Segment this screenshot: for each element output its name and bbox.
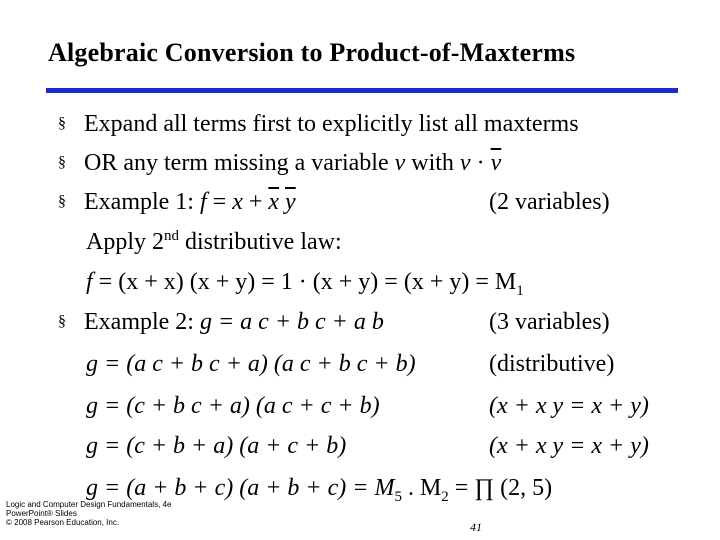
line4-sub1: 5 [394,489,402,505]
var-v: v [394,150,406,176]
derivation-note-1: (distributive) [489,351,615,377]
apply-text-2: distributive law: [179,229,342,255]
bullet-1: Expand all terms first to explicitly list all maxterms [84,111,579,137]
example-1 [84,188,296,216]
ex1-note: (2 variables) [489,189,610,215]
ex1-x: x [232,189,243,215]
ex1-result-sub: 1 [516,283,524,299]
ex1-result [86,268,524,299]
ex1-result-f: f [86,269,93,295]
line4-sub2: 2 [441,489,449,505]
bullet-2 [84,149,501,177]
footer [6,500,171,527]
bullet-2-text: OR any term missing a variable [84,150,395,176]
apply-sup: nd [164,228,179,244]
var-v: v [459,150,471,176]
apply-line [86,228,342,256]
ex2-expr: = a c + b c + a b [211,309,384,335]
apply-text: Apply 2 [86,229,164,255]
ex1-eq: = [206,189,233,215]
derivation-note-2: (x + x y = x + y) [489,393,649,419]
derivation-line-3: g = (c + b + a) (a + c + b) [86,433,347,459]
ex2-label: Example 2: [84,309,200,335]
ex1-f: f [199,189,207,215]
bullet-icon: § [58,313,66,330]
ex1-ybar: $\overline{y}$ [285,189,296,215]
ex2-g: g [199,309,212,335]
page-number: 41 [470,520,482,534]
dot: · [470,150,491,176]
var-v-complement: $\overline{v}$ [490,150,502,176]
footer-line-1: Logic and Computer Design Fundamentals, 4e [6,500,172,509]
bullet-icon: § [58,115,66,132]
with-text: with [405,150,460,176]
footer-line-2: PowerPoint® Slides [6,509,77,518]
ex1-result-expr: = (x + x) (x + y) = 1 · (x + y) = (x + y) = M [92,269,517,295]
ex1-plus: + [242,189,269,215]
slide-title: Algebraic Conversion to Product-of-Maxterms [48,38,576,67]
line4-end: = ∏ (2, 5) [448,475,553,501]
bullet-icon: § [58,193,66,210]
derivation-line-2: g = (c + b c + a) (a c + c + b) [86,393,380,419]
title-rule [46,88,678,93]
footer-line-3: © 2008 Pearson Education, Inc. [6,518,120,527]
line4-mid: . M [401,475,442,501]
derivation-note-3: (x + x y = x + y) [489,433,649,459]
ex2-note: (3 variables) [489,309,610,335]
derivation-line-1: g = (a c + b c + a) (a c + b c + b) [86,351,416,377]
example-2 [84,308,384,336]
bullet-icon: § [58,154,66,171]
derivation-line-4 [86,474,553,505]
ex1-label: Example 1: [84,189,200,215]
ex1-xbar: $\overline{x}$ [268,189,280,215]
line4-expr: g = (a + b + c) (a + b + c) = M [86,475,395,501]
